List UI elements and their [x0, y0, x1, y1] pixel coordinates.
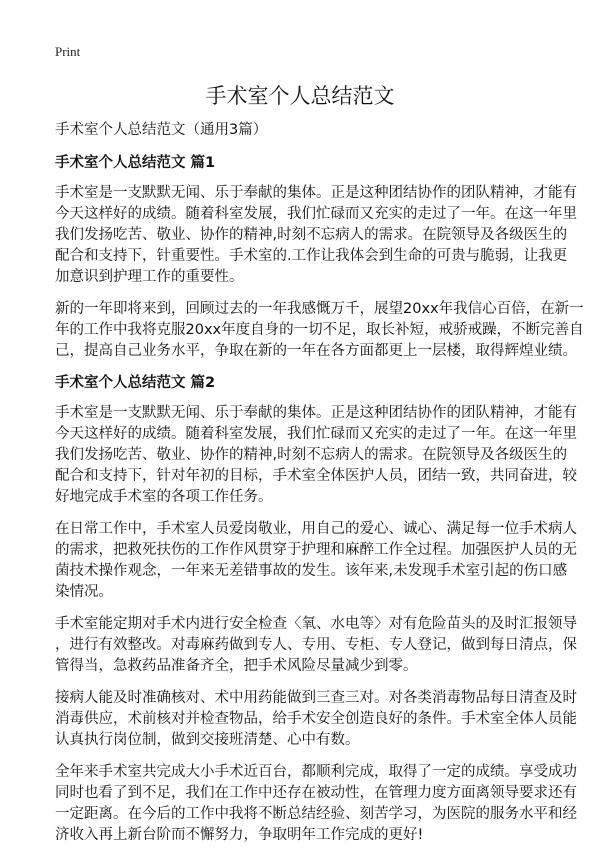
- paragraph-line: 手术室是一支默默无闻、乐于奉献的集体。正是这种团结协作的团队精神，才能有: [55, 405, 577, 421]
- paragraph: [55, 762, 577, 846]
- section-heading: 手术室个人总结范文 篇2: [55, 375, 216, 391]
- section-heading: 手术室个人总结范文 篇1: [55, 155, 216, 171]
- paragraph-line: 染情况。: [55, 584, 113, 600]
- paragraph-line: 今天这样好的成绩。随着科室发展，我们忙碌而又充实的走过了一年。在这一年里: [55, 206, 577, 222]
- paragraph-line: 全年来手术室共完成大小手术近百台，都顺利完成，取得了一定的成绩。享受成功: [55, 764, 577, 780]
- paragraph-line: 我们发扬吃苦、敬业、协作的精神,时刻不忘病人的需求。在院领导及各级医生的: [55, 227, 568, 243]
- paragraph-line: 年的工作中我将克服20xx年度自身的一切不足，取长补短，戒骄戒躁，不断完善自: [55, 322, 584, 338]
- paragraph-line: 济收入再上新台阶而不懈努力，争取明年工作完成的更好!: [55, 827, 424, 843]
- paragraph-line: 在日常工作中，手术室人员爱岗敬业，用自己的爱心、诚心、满足每一位手术病人: [55, 521, 577, 537]
- paragraph: [55, 183, 577, 288]
- page-title: 手术室个人总结范文: [205, 84, 395, 108]
- paragraph-line: 手术室能定期对手术内进行安全检查〈氧、水电等〉对有危险苗头的及时汇报领导: [55, 616, 577, 632]
- document-subtitle: 手术室个人总结范文（通用3篇）: [55, 122, 268, 138]
- paragraph-line: ，进行有效整改。对毒麻药做到专人、专用、专柜、专人登记，做到每日清点，保: [55, 637, 577, 653]
- paragraph-line: 接病人能及时准确核对、术中用药能做到三查三对。对各类消毒物品每日清查及时: [55, 690, 577, 706]
- paragraph-line: 新的一年即将来到，回顾过去的一年我感慨万千，展望20xx年我信心百倍，在新一: [55, 301, 584, 317]
- paragraph-line: 认真执行岗位制，做到交接班清楚、心中有数。: [55, 732, 360, 748]
- paragraph-line: 手术室是一支默默无闻、乐于奉献的集体。正是这种团结协作的团队精神，才能有: [55, 185, 577, 201]
- paragraph: [55, 519, 577, 603]
- paragraph: [55, 688, 577, 751]
- paragraph-line: 配合和支持下，针对年初的目标，手术室全体医护人员，团结一致，共同奋进，较: [55, 468, 577, 484]
- paragraph-line: 好地完成手术室的各项工作任务。: [55, 489, 273, 505]
- paragraph-line: 消毒供应，术前核对并检查物品，给手术安全创造良好的条件。手术室全体人员能: [55, 711, 577, 727]
- paragraph-line: 配合和支持下，针重要性。手术室的.工作让我体会到生命的可贵与脆弱，让我更: [55, 248, 568, 264]
- paragraph-line: 我们发扬吃苦、敬业、协作的精神,时刻不忘病人的需求。在院领导及各级医生的: [55, 447, 568, 463]
- paragraph-line: 加意识到护理工作的重要性。: [55, 269, 244, 285]
- paragraph-line: 管得当，急救药品准备齐全，把手术风险尽量减少到零。: [55, 658, 418, 674]
- paragraph: [55, 299, 584, 362]
- paragraph-line: 己，提高自己业务水平，争取在新的一年在各方面都更上一层楼，取得辉煌业绩。: [55, 343, 577, 359]
- paragraph-line: 同时也看了到不足，我们在工作中还存在被动性，在管理力度方面离领导要求还有: [55, 785, 577, 801]
- paragraph-line: 菌技术操作观念，一年来无差错事故的发生。该年来,未发现手术室引起的伤口感: [55, 563, 568, 579]
- paragraph-line: 今天这样好的成绩。随着科室发展，我们忙碌而又充实的走过了一年。在这一年里: [55, 426, 577, 442]
- paragraph: [55, 403, 577, 508]
- document-body: [55, 120, 584, 857]
- paragraph: [55, 614, 577, 677]
- print-link[interactable]: Print: [55, 44, 81, 59]
- paragraph-line: 的需求，把救死扶伤的工作作风贯穿于护理和麻醉工作全过程。加强医护人员的无: [55, 542, 577, 558]
- paragraph-line: 一定距离。在今后的工作中我将不断总结经验、刻苦学习，为医院的服务水平和经: [55, 806, 577, 822]
